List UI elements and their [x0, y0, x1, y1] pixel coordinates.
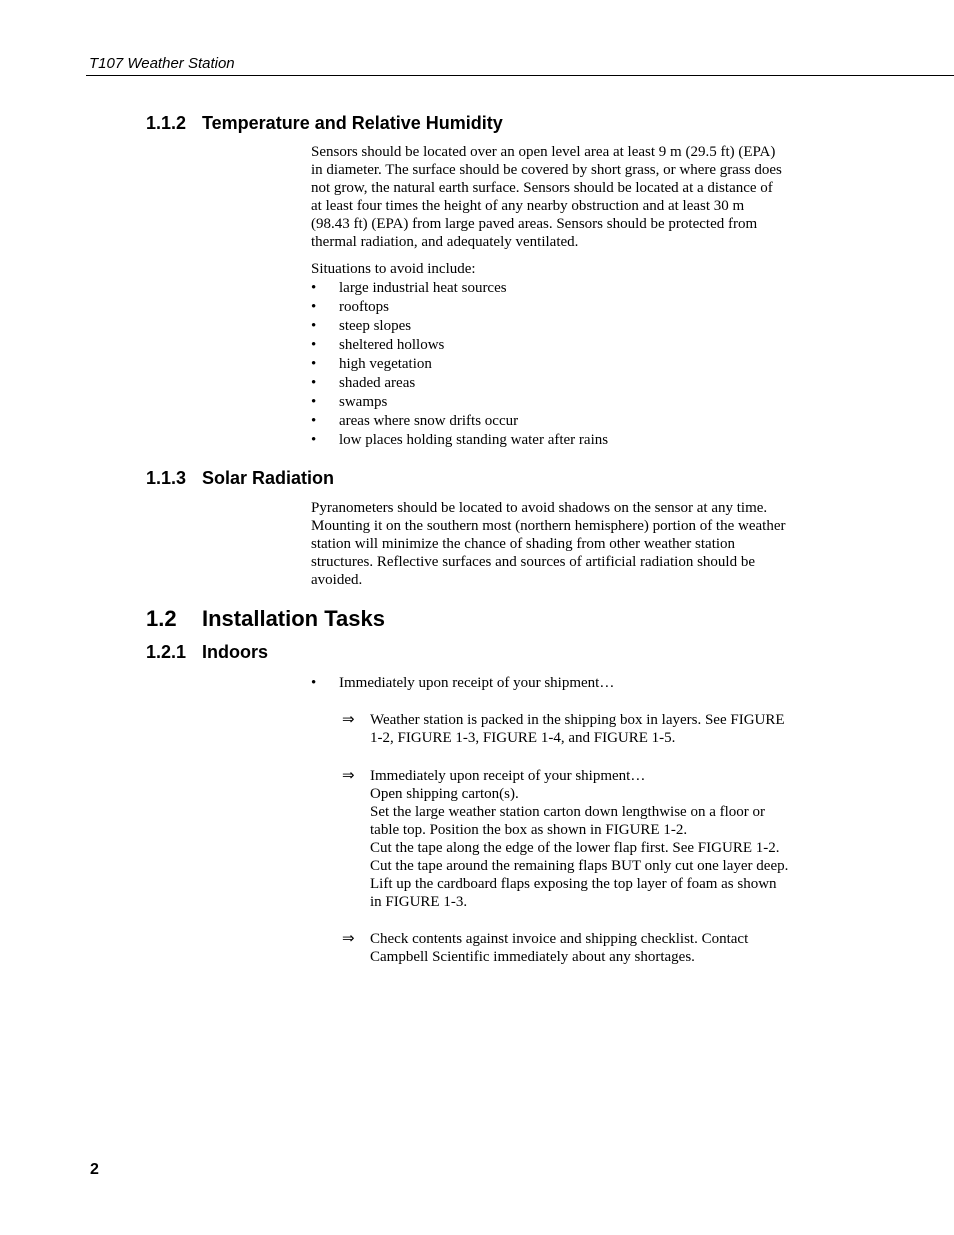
step-item [342, 711, 812, 747]
text-line: in diameter. The surface should be covered by short grass, or where grass does [311, 162, 782, 178]
avoid-list [311, 279, 811, 450]
list-item: • steep slopes [311, 318, 412, 334]
section-1-2-heading [146, 606, 385, 632]
text-line: Check contents against invoice and shipping checklist. Contact [370, 931, 749, 947]
bullet-icon: • [311, 394, 317, 410]
section-number: 1.2.1 [146, 642, 187, 662]
list-item: • swamps [311, 394, 388, 410]
text-line: table top. Position the box as shown in FIGURE 1-2. [370, 822, 688, 838]
text-line: in FIGURE 1-3. [370, 894, 468, 910]
bullet-icon: • [311, 432, 317, 448]
text-line: 1-2, FIGURE 1-3, FIGURE 1-4, and FIGURE 1-5. [370, 730, 676, 746]
text-line: Immediately upon receipt of your shipment… [370, 768, 646, 784]
text-line: Cut the tape along the edge of the lower flap first. See FIGURE 1-2. [370, 840, 780, 856]
text-line: Campbell Scientific immediately about any shortages. [370, 949, 695, 965]
text-line: Weather station is packed in the shipping box in layers. See FIGURE [370, 712, 785, 728]
list-item: • shaded areas [311, 375, 416, 391]
text-line: structures. Reflective surfaces and sources of artificial radiation should be [311, 554, 756, 570]
section-1-1-2-heading [146, 113, 503, 134]
text-line: not grow, the natural earth surface. Sensors should be located at a distance of [311, 180, 773, 196]
arrow-icon: ⇒ [342, 768, 355, 784]
text-line: Mounting it on the southern most (northern hemisphere) portion of the weather [311, 518, 786, 534]
section-number: 1.1.3 [146, 468, 187, 488]
text-line: Pyranometers should be located to avoid shadows on the sensor at any time. [311, 500, 768, 516]
bullet-icon: • [311, 413, 317, 429]
text-line: avoided. [311, 572, 363, 588]
text-line: (98.43 ft) (EPA) from large paved areas. Sensors should be protected from [311, 216, 758, 232]
bullet-icon: • [311, 337, 317, 353]
section-1-1-2-paragraph [311, 143, 811, 251]
text-line: station will minimize the chance of shading from other weather station [311, 536, 736, 552]
header-divider [86, 75, 954, 76]
text-line: thermal radiation, and adequately ventilated. [311, 234, 579, 250]
list-item: • areas where snow drifts occur [311, 413, 519, 429]
list-item: • large industrial heat sources [311, 280, 507, 296]
section-title: Indoors [202, 642, 268, 662]
section-title: Solar Radiation [202, 468, 335, 488]
list-item: • low places holding standing water after rains [311, 432, 609, 448]
list-item: • high vegetation [311, 356, 432, 372]
text-line: Sensors should be located over an open level area at least 9 m (29.5 ft) (EPA) [311, 144, 776, 160]
bullet-icon: • [311, 299, 317, 315]
text-line: Set the large weather station carton down lengthwise on a floor or [370, 804, 766, 820]
arrow-icon: ⇒ [342, 712, 355, 728]
bullet-icon: • [311, 675, 317, 691]
text-line: at least four times the height of any nearby obstruction and at least 30 m [311, 198, 745, 214]
page-number: 2 [90, 1161, 99, 1178]
list-item: • sheltered hollows [311, 337, 445, 353]
bullet-icon: • [311, 280, 317, 296]
list-item: • rooftops [311, 299, 389, 315]
arrow-icon: ⇒ [342, 931, 355, 947]
text-line: Lift up the cardboard flaps exposing the top layer of foam as shown [370, 876, 777, 892]
step-item [342, 930, 812, 966]
bullet-icon: • [311, 318, 317, 334]
indoors-list [311, 674, 811, 693]
list-item: • Immediately upon receipt of your shipment… [311, 675, 615, 691]
section-1-1-3-heading [146, 468, 334, 489]
section-1-2-1-heading [146, 642, 268, 663]
section-title: Installation Tasks [202, 606, 385, 631]
section-number: 1.2 [146, 606, 177, 631]
step-item [342, 767, 812, 911]
bullet-icon: • [311, 356, 317, 372]
section-title: Temperature and Relative Humidity [202, 113, 503, 133]
running-header-title: T107 Weather Station [89, 55, 235, 72]
text-line: Open shipping carton(s). [370, 786, 519, 802]
bullet-icon: • [311, 375, 317, 391]
section-number: 1.1.2 [146, 113, 187, 133]
section-1-1-3-paragraph [311, 499, 811, 589]
text-line: Cut the tape around the remaining flaps BUT only cut one layer deep. [370, 858, 789, 874]
avoid-intro: Situations to avoid include: [311, 261, 476, 277]
